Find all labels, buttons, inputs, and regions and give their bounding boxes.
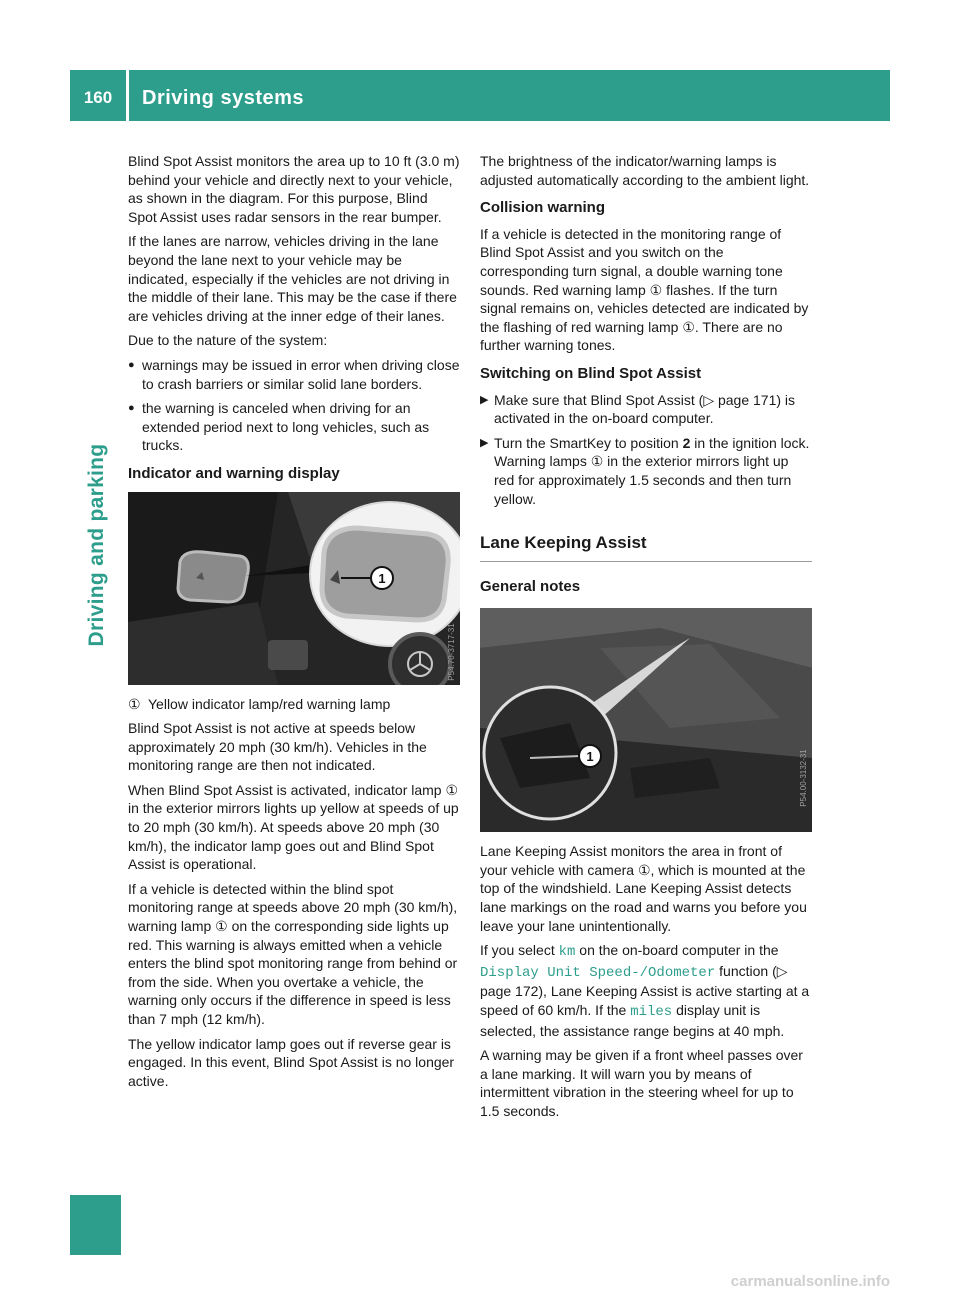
paragraph: If a vehicle is detected in the monitoring range of Blind Spot Assist and you switch on the corresponding turn signal, a double warning tone sounds. Red warning lamp ① flashes. If the turn signal remains on, vehicles detected are indicated by the flashing of red warning lamp ①. There are no further warning tones.	[480, 225, 809, 354]
image-reference: P54.00-3132-31	[799, 749, 808, 807]
image-reference: P54.70-3717-31	[447, 622, 456, 681]
heading-indicator: Indicator and warning display	[128, 464, 340, 482]
list-item: ● warnings may be issued in error when driving close to crash barriers or similar solid lane borders.	[128, 356, 460, 392]
heading-lane-keeping: Lane Keeping Assist	[480, 534, 812, 562]
paragraph: If the lanes are narrow, vehicles driving in the lane beyond the lane next to your vehicle may be indicated, especially if the vehicles are not driving in the middle of their lane. This may be the case if there are vehicles driving at the inner edge of their lanes.	[128, 233, 457, 324]
heading-collision: Collision warning	[480, 199, 606, 217]
svg-text:1: 1	[378, 570, 386, 586]
side-tab	[72, 420, 122, 670]
km-option: km	[558, 944, 576, 961]
step-arrow-icon: ▶	[480, 393, 489, 406]
section-title: Driving systems	[142, 87, 305, 109]
paragraph: Due to the nature of the system:	[128, 332, 328, 349]
paragraph: Lane Keeping Assist monitors the area in front of your vehicle with camera ①, which is mounted at the top of the windshield. Lane Keeping Assist detects lane markings on the road and warns you before you leave your lane unintentionally.	[480, 843, 807, 934]
paragraph: Blind Spot Assist is not active at speeds below approximately 20 mph (30 km/h). Vehicles in the monitoring range are then not indicated.	[128, 720, 427, 774]
mirror-illustration	[128, 492, 460, 685]
paragraph: When Blind Spot Assist is activated, indicator lamp ① in the exterior mirrors lights up yellow at speeds of up to 20 mph (30 km/h). At speeds above 20 mph (30 km/h), the indicator lamp goes out and Blind Spot Assist is operational.	[128, 781, 459, 873]
callout-1-icon: ①	[128, 695, 141, 712]
paragraph: The brightness of the indicator/warning lamps is adjusted automatically according to the ambient light.	[480, 153, 810, 188]
side-tab-marker	[70, 1195, 121, 1255]
right-column	[480, 152, 812, 1127]
list-item: ● the warning is canceled when driving for an extended period next to long vehicles, such as trucks.	[128, 400, 430, 454]
paragraph: If you select km on the on-board computer in the Display Unit Speed-/Odometer function (▷ page 172), Lane Keeping Assist is active starting at a speed of 60 km/h. If the miles display unit is selected, the assistance range begins at 40 mph.	[480, 942, 810, 1039]
paragraph: Blind Spot Assist monitors the area up to 10 ft (3.0 m) behind your vehicle and directly next to your vehicle, as shown in the diagram. For this purpose, Blind Spot Assist uses radar sensors in the rear bumper.	[128, 153, 460, 225]
paragraph: The yellow indicator lamp goes out if reverse gear is engaged. In this event, Blind Spot Assist is no longer active.	[128, 1035, 455, 1089]
step-arrow-icon: ▶	[480, 436, 489, 449]
miles-option: miles	[630, 1004, 673, 1021]
svg-text:1: 1	[586, 749, 594, 765]
mirror-photo	[128, 492, 460, 685]
function-name: Display Unit Speed-/Odometer	[480, 964, 716, 981]
paragraph: If a vehicle is detected within the blind spot monitoring range at speeds above 20 mph (30 km/h), warning lamp ① on the corresponding side lights up red. This warning is always emitted when a vehicle enters the blind spot monitoring range from behind or from the side. When you overtake a vehicle, the warning only occurs if the difference in speed is less than 7 mph (12 km/h).	[128, 880, 458, 1027]
heading-switching: Switching on Blind Spot Assist	[480, 364, 702, 382]
header-separator	[126, 70, 129, 121]
paragraph: A warning may be given if a front wheel passes over a lane marking. It will warn you by means of intermittent vibration in the steering wheel for up to 1.5 seconds.	[480, 1047, 803, 1119]
instruction-step: ▶ Make sure that Blind Spot Assist (▷ page 171) is activated in the on-board computer.	[480, 391, 796, 427]
side-tab-label: Driving and parking	[85, 443, 108, 647]
key-position: 2	[682, 434, 691, 451]
watermark: carmanualsonline.info	[730, 1273, 890, 1290]
instruction-step: ▶ Turn the SmartKey to position 2 in the ignition lock. Warning lamps ① in the exterior mirrors light up red for approximately 1.5 seconds and then turn yellow.	[480, 434, 810, 507]
windshield-photo	[480, 608, 812, 832]
left-column	[128, 152, 460, 1096]
figure-caption: ① Yellow indicator lamp/red warning lamp	[128, 695, 391, 712]
heading-general-notes: General notes	[480, 577, 581, 595]
bullet-icon: ●	[128, 358, 135, 371]
page-number: 160	[83, 88, 113, 107]
windshield-illustration	[480, 608, 812, 832]
bullet-icon: ●	[128, 402, 135, 415]
